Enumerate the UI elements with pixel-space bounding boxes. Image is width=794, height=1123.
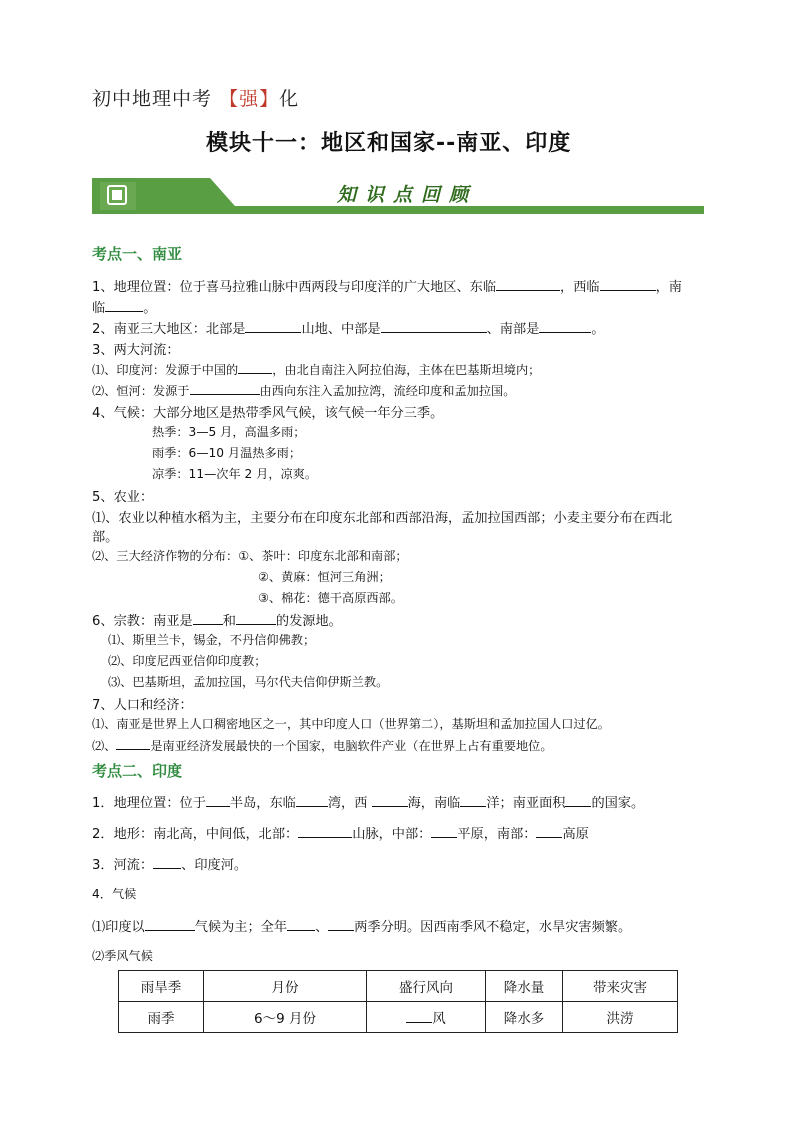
section-heading-2: 考点二、印度: [92, 762, 183, 780]
s2-line-1: 1．地理位置：位于 半岛，东临 湾，西 海，南临 洋；南亚面积 的国家。: [92, 792, 644, 811]
table-header-cell: 带来灾害: [563, 971, 678, 1002]
s2-line-4: 4．气候: [92, 887, 137, 901]
s1-agri-1: ⑴、农业以种植水稻为主，主要分布在印度东北部和西部沿海，孟加拉国西部；小麦主要分布在西北: [92, 511, 673, 526]
header-prefix: 初中地理中考: [92, 88, 213, 110]
s1-line-6: 6、宗教：南亚是 和 的发源地。: [92, 610, 342, 629]
s1-agri-3: ②、黄麻：恒河三角洲；: [258, 570, 391, 584]
book-icon: [100, 182, 136, 210]
table-cell: 6～9 月份: [204, 1002, 367, 1033]
s1-line-3: 3、两大河流：: [92, 343, 180, 358]
s1-agri-1b: 部。: [92, 530, 119, 545]
monsoon-table: [118, 970, 678, 1033]
s1-pop-1: ⑴、南亚是世界上人口稠密地区之一，其中印度人口（世界第二），基斯坦和孟加拉国人口过亿。: [92, 717, 610, 731]
table-header-cell: 雨旱季: [119, 971, 204, 1002]
s2-climate-1: ⑴印度以 气候为主；全年 、 两季分明。因西南季风不稳定，水旱灾害频繁。: [92, 916, 631, 935]
table-header-cell: 月份: [204, 971, 367, 1002]
s1-agri-4: ③、棉花：德干高原西部。: [258, 591, 403, 605]
s2-climate-2: ⑵季风气候: [92, 949, 153, 963]
s1-religion-1: ⑴、斯里兰卡，锡金，不丹信仰佛教；: [108, 633, 316, 647]
s1-river-1: ⑴、印度河：发源于中国的 ，由北自南注入阿拉伯海，主体在巴基斯坦境内；: [92, 360, 540, 378]
s1-climate-3: 凉季：11—次年 2 月，凉爽。: [152, 467, 318, 481]
header-suffix: 化: [279, 88, 300, 110]
s2-line-3: 3．河流： 、印度河。: [92, 854, 247, 873]
s1-line-4: 4、气候：大部分地区是热带季风气候，该气候一年分三季。: [92, 406, 444, 421]
s1-agri-2: ⑵、三大经济作物的分布：①、茶叶：印度东北部和南部；: [92, 549, 408, 563]
table-header-cell: 盛行风向: [367, 971, 486, 1002]
s1-line-1: 1、地理位置：位于喜马拉雅山脉中西两段与印度洋的广大地区、东临 ，西临 ，南: [92, 276, 682, 295]
s1-line-1b: 临 。: [92, 297, 156, 316]
table-row: [119, 1002, 678, 1033]
s1-religion-3: ⑶、巴基斯坦，孟加拉国，马尔代夫信仰伊斯兰教。: [108, 675, 389, 689]
header-line: [92, 84, 299, 111]
s1-line-7: 7、人口和经济：: [92, 698, 193, 713]
s2-line-2: 2．地形：南北高，中间低，北部： 山脉，中部： 平原，南部： 高原: [92, 823, 589, 842]
s1-climate-1: 热季：3—5 月，高温多雨；: [152, 425, 306, 439]
section-banner: [92, 178, 704, 214]
banner-label: 知识点回顾: [337, 184, 478, 206]
table-cell: 降水多: [486, 1002, 563, 1033]
s1-pop-2: ⑵、 是南亚经济发展最快的一个国家，电脑软件产业（在世界上占有重要地位。: [92, 736, 553, 754]
module-title: 模块十一：地区和国家--南亚、印度: [206, 131, 572, 156]
table-header-cell: 降水量: [486, 971, 563, 1002]
table-cell: 洪涝: [563, 1002, 678, 1033]
table-cell: 风: [367, 1002, 486, 1033]
s1-river-2: ⑵、恒河：发源于 由西向东注入孟加拉湾，流经印度和孟加拉国。: [92, 381, 515, 399]
s1-line-2: 2、南亚三大地区：北部是 山地、中部是 、南部是 。: [92, 318, 605, 337]
table-header-row: [119, 971, 678, 1002]
s1-climate-2: 雨季：6—10 月温热多雨；: [152, 446, 302, 460]
section-heading-1: 考点一、南亚: [92, 245, 183, 263]
s1-line-5: 5、农业：: [92, 490, 154, 505]
s1-religion-2: ⑵、印度尼西亚信仰印度教；: [108, 654, 267, 668]
table-cell: 雨季: [119, 1002, 204, 1033]
header-bracket-word: 【强】: [219, 88, 280, 110]
